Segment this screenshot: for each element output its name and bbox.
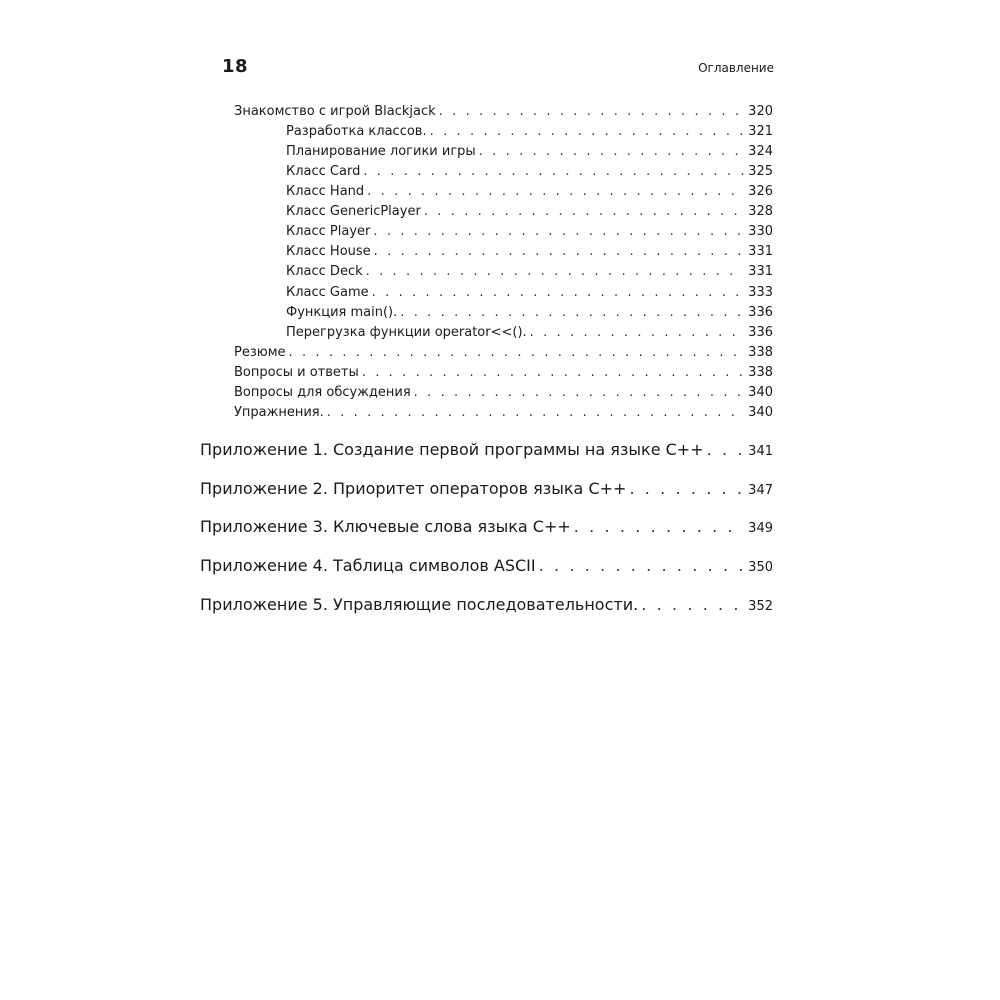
dot-leader <box>367 184 744 199</box>
toc-appendix-page: 352 <box>748 599 773 614</box>
toc-appendix-5 <box>200 595 773 614</box>
toc-entry-summary <box>234 345 773 360</box>
toc-entry-class-house <box>286 244 773 259</box>
toc-appendix-3 <box>200 517 773 536</box>
dot-leader <box>439 104 745 119</box>
running-title: Оглавление <box>698 61 774 75</box>
dot-leader <box>629 479 744 498</box>
dot-leader <box>414 385 745 400</box>
toc-entry-page: 328 <box>748 204 773 219</box>
toc-entry-page: 338 <box>748 345 773 360</box>
toc-entry-title: Резюме <box>234 345 286 360</box>
toc-entry-class-hand <box>286 184 773 199</box>
toc-entry-title: Знакомство с игрой Blackjack <box>234 104 436 119</box>
dot-leader <box>574 517 744 536</box>
toc-entry-title: Класс House <box>286 244 371 259</box>
dot-leader <box>373 224 744 239</box>
toc-entry-page: 321 <box>748 124 773 139</box>
toc-appendix-2 <box>200 479 773 498</box>
toc-entry-title: Класс GenericPlayer <box>286 204 421 219</box>
toc-entry-page: 333 <box>748 285 773 300</box>
toc-entry-main-function <box>286 305 773 320</box>
toc-appendix-title: Приложение 1. Создание первой программы на языке C++ <box>200 440 704 459</box>
toc-appendix-title: Приложение 5. Управляющие последовательности. <box>200 595 639 614</box>
toc-entry-page: 331 <box>748 244 773 259</box>
toc-appendix-title: Приложение 3. Ключевые слова языка C++ <box>200 517 571 536</box>
toc-entry-title: Класс Hand <box>286 184 365 199</box>
toc-entry-page: 336 <box>748 305 773 320</box>
toc-entry-title: Класс Player <box>286 224 371 239</box>
toc-entry-page: 326 <box>748 184 773 199</box>
toc-entry-title: Функция main(). <box>286 305 398 320</box>
toc-appendix-page: 341 <box>748 444 773 459</box>
toc-appendix-1 <box>200 440 773 459</box>
toc-appendix-page: 349 <box>748 521 773 536</box>
toc-appendix-title: Приложение 2. Приоритет операторов языка C++ <box>200 479 627 498</box>
toc-entry-class-game <box>286 285 773 300</box>
page-number: 18 <box>222 56 249 77</box>
dot-leader <box>362 365 744 380</box>
toc-appendix-4 <box>200 556 773 575</box>
toc-entry-title: Перегрузка функции operator<<(). <box>286 325 527 340</box>
toc-entry-exercises <box>234 405 773 420</box>
toc-entry-operator-overload <box>286 325 773 340</box>
toc-entry-page: 325 <box>748 164 773 179</box>
toc-appendix-page: 347 <box>748 483 773 498</box>
toc-entry-page: 340 <box>748 405 773 420</box>
dot-leader <box>530 325 745 340</box>
dot-leader <box>366 264 745 279</box>
toc-appendix-page: 350 <box>748 560 773 575</box>
toc-entry-page: 330 <box>748 224 773 239</box>
toc-entry-class-deck <box>286 264 773 279</box>
toc-entry-page: 324 <box>748 144 773 159</box>
toc-entry-title: Разработка классов. <box>286 124 427 139</box>
dot-leader <box>400 305 744 320</box>
toc-entry-class-genericplayer <box>286 204 773 219</box>
toc-entry-title: Класс Game <box>286 285 369 300</box>
toc-entry-discussion <box>234 385 773 400</box>
dot-leader <box>479 144 744 159</box>
toc-entry-class-player <box>286 224 773 239</box>
toc-entry-title: Упражнения. <box>234 405 324 420</box>
dot-leader <box>363 164 744 179</box>
toc-entry-title: Вопросы для обсуждения <box>234 385 411 400</box>
dot-leader <box>430 124 745 139</box>
dot-leader <box>707 440 745 459</box>
dot-leader <box>374 244 745 259</box>
toc-entry-page: 338 <box>748 365 773 380</box>
toc-entry-title: Планирование логики игры <box>286 144 476 159</box>
toc-entry-title: Класс Deck <box>286 264 363 279</box>
dot-leader <box>424 204 744 219</box>
dot-leader <box>327 405 744 420</box>
toc-entry-title: Вопросы и ответы <box>234 365 359 380</box>
toc-entry-page: 320 <box>748 104 773 119</box>
toc-entry-page: 336 <box>748 325 773 340</box>
toc-entry-class-card <box>286 164 773 179</box>
toc-entry-class-design <box>286 124 773 139</box>
toc-entry-page: 331 <box>748 264 773 279</box>
dot-leader <box>539 556 745 575</box>
toc-entry-qa <box>234 365 773 380</box>
toc-entry-blackjack <box>234 104 773 119</box>
toc-entry-title: Класс Card <box>286 164 361 179</box>
toc-appendix-title: Приложение 4. Таблица символов ASCII <box>200 556 536 575</box>
dot-leader <box>289 345 745 360</box>
dot-leader <box>641 595 744 614</box>
toc-entry-game-logic <box>286 144 773 159</box>
toc-entry-page: 340 <box>748 385 773 400</box>
dot-leader <box>372 285 745 300</box>
